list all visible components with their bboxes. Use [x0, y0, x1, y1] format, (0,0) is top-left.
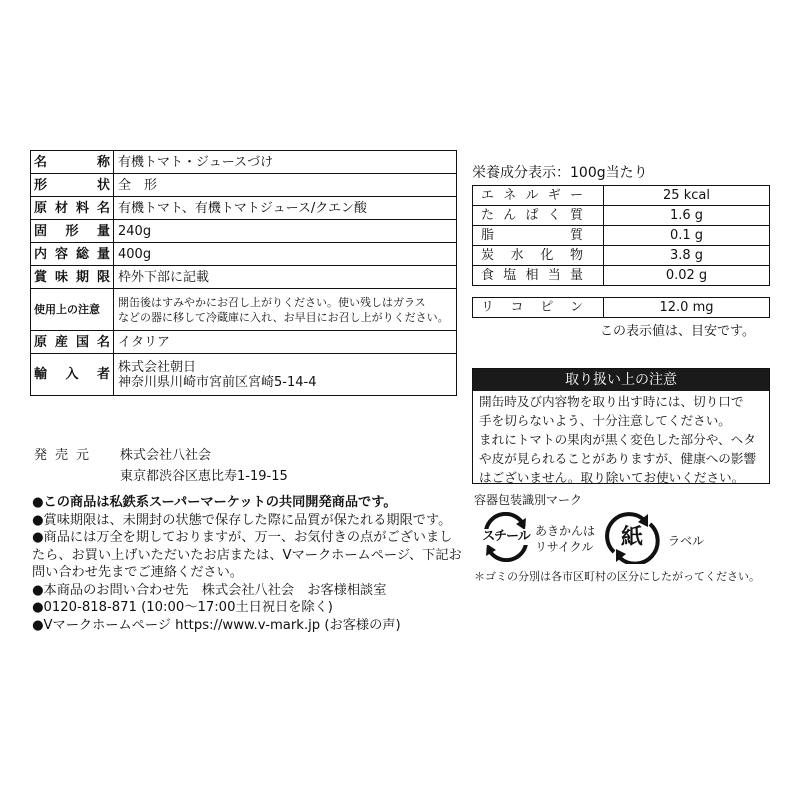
- table-row: [473, 206, 770, 226]
- row-value: イタリア: [114, 331, 457, 354]
- importer-address: 神奈川県川崎市宮前区宮崎5-14-4: [118, 374, 317, 390]
- table-row: [473, 246, 770, 266]
- nutrient-value: 12.0 mg: [604, 298, 770, 318]
- recycle-title: 容器包装識別マーク: [474, 493, 583, 507]
- note-item: ●本商品のお問い合わせ先 株式会社八社会 お客様相談室: [32, 582, 387, 598]
- notes-list: [32, 494, 462, 634]
- nutrient-label: 炭水化物: [473, 246, 604, 266]
- caution-box: [472, 368, 770, 484]
- table-row: [473, 186, 770, 206]
- value-line: などの器に移して冷蔵庫に入れ、お早目にお召し上がりください。: [118, 310, 449, 324]
- note-item: ●Vマークホームページ https://www.v-mark.jp (お客様の声): [32, 617, 401, 633]
- row-label: 使用上の注意: [31, 289, 114, 331]
- row-value: [114, 289, 457, 331]
- table-row: [31, 331, 457, 354]
- caution-line: や皮が見られることがありますが、健康への影響: [479, 451, 757, 466]
- row-label: 名 称: [31, 151, 114, 174]
- paper-recycle-text: ラベル: [668, 534, 705, 548]
- table-row: [31, 289, 457, 331]
- table-row: [31, 174, 457, 197]
- row-value: 有機トマト・ジュースづけ: [114, 151, 457, 174]
- caution-body: [473, 391, 769, 488]
- nutrient-value: 1.6 g: [604, 206, 770, 226]
- nutrition-note: この表示値は、目安です。: [600, 324, 755, 339]
- lycopene-table: [472, 297, 770, 318]
- table-row: [31, 151, 457, 174]
- product-info-table: [30, 150, 457, 396]
- nutrient-label: たんぱく質: [473, 206, 604, 226]
- nutrient-label: リコピン: [473, 298, 604, 318]
- row-label: 輸入者: [31, 354, 114, 396]
- caution-line: まれにトマトの果肉が黒く変色した部分や、ヘタ: [479, 432, 756, 447]
- table-row: [473, 298, 770, 318]
- row-label: 形 状: [31, 174, 114, 197]
- nutrient-label: 食塩相当量: [473, 266, 604, 286]
- seller-name: 株式会社八社会: [120, 448, 212, 463]
- nutrition-table: [472, 185, 770, 286]
- caution-line: 開缶時及び内容物を取り出す時には、切り口で: [479, 394, 744, 409]
- caution-line: 手を切らないよう、十分注意してください。: [479, 413, 731, 428]
- row-value: 有機トマト、有機トマトジュース/クエン酸: [114, 197, 457, 220]
- row-label: 原材料名: [31, 197, 114, 220]
- note-item: ●この商品は私鉄系スーパーマーケットの共同開発商品です。: [32, 495, 397, 510]
- value-line: 開缶後はすみやかにお召し上がりください。使い残しはガラス: [118, 295, 426, 309]
- steel-recycle-text: あきかんは リサイクル: [535, 524, 596, 554]
- row-value: [114, 354, 457, 396]
- table-row: [31, 266, 457, 289]
- table-row: [473, 226, 770, 246]
- row-value: 全 形: [114, 174, 457, 197]
- nutrient-value: 3.8 g: [604, 246, 770, 266]
- note-item: ●商品には万全を期しておりますが、万一、お気付きの点がございましたら、お買い上げいただいたお店または、Vマークホームページ、下記お問い合わせ先までご連絡ください。: [32, 530, 462, 580]
- steel-mark-text: スチール: [482, 529, 530, 544]
- paper-recycle-icon: [604, 512, 660, 564]
- seller-address: 東京都渋谷区恵比寿1-19-15: [120, 469, 288, 484]
- table-row: [473, 266, 770, 286]
- importer-name: 株式会社朝日: [118, 359, 197, 375]
- recycle-note: ＊ゴミの分別は各市区町村の区分にしたがってください。: [474, 570, 760, 583]
- nutrient-value: 0.1 g: [604, 226, 770, 246]
- row-label: 内容総量: [31, 243, 114, 266]
- table-row: [31, 197, 457, 220]
- row-label: 原産国名: [31, 331, 114, 354]
- note-item: ●賞味期限は、未開封の状態で保存した際に品質が保たれる期限です。: [32, 512, 452, 528]
- row-value: 400g: [114, 243, 457, 266]
- row-value: 240g: [114, 220, 457, 243]
- caution-line: はございません。取り除いてお使いください。: [479, 470, 745, 485]
- table-row: [31, 243, 457, 266]
- nutrient-label: 脂 質: [473, 226, 604, 246]
- row-label: 固形量: [31, 220, 114, 243]
- nutrient-value: 25 kcal: [604, 186, 770, 206]
- seller-block: [34, 445, 454, 489]
- paper-mark-text: 紙: [620, 525, 643, 550]
- row-value: 枠外下部に記載: [114, 266, 457, 289]
- nutrient-value: 0.02 g: [604, 266, 770, 286]
- note-item: ●0120-818-871 (10:00～17:00土日祝日を除く): [32, 600, 333, 615]
- row-label: 賞味期限: [31, 266, 114, 289]
- table-row: [31, 354, 457, 396]
- nutrient-label: エネルギー: [473, 186, 604, 206]
- nutrition-title: 栄養成分表示：100g当たり: [472, 165, 648, 181]
- caution-title: 取り扱い上の注意: [473, 369, 769, 391]
- steel-recycle-icon: [478, 512, 534, 562]
- seller-label: 発売元: [34, 448, 98, 463]
- table-row: [31, 220, 457, 243]
